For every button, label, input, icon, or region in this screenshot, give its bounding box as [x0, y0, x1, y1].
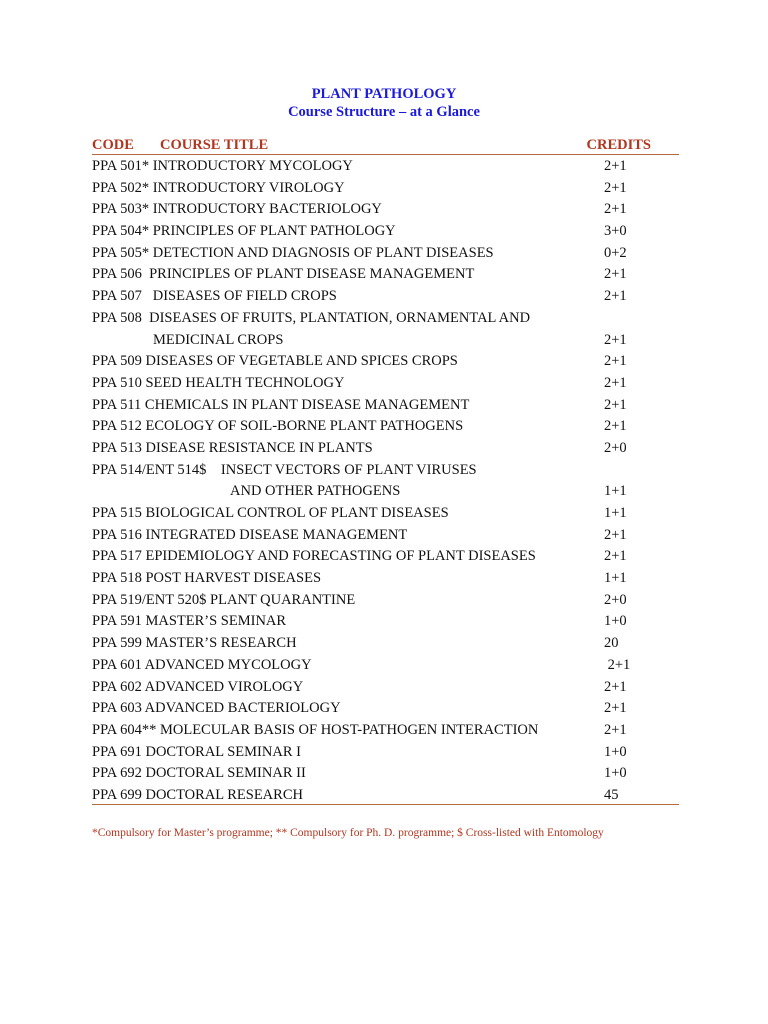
course-text: PPA 507 DISEASES OF FIELD CROPS	[92, 288, 337, 305]
course-table	[92, 156, 679, 807]
table-row	[92, 264, 679, 286]
course-credits: 2+0	[604, 591, 627, 608]
course-text: PPA 516 INTEGRATED DISEASE MANAGEMENT	[92, 526, 408, 543]
course-credits: 1+1	[604, 483, 627, 500]
course-text: PPA 513 DISEASE RESISTANCE IN PLANTS	[92, 439, 373, 456]
page-title: PLANT PATHOLOGY	[311, 86, 457, 102]
course-text: PPA 504* PRINCIPLES OF PLANT PATHOLOGY	[92, 223, 396, 240]
course-text: PPA 512 ECOLOGY OF SOIL-BORNE PLANT PATHOGENS	[92, 418, 464, 435]
course-credits: 2+1	[604, 158, 627, 174]
header-course-title: COURSE TITLE	[160, 137, 269, 153]
course-text: PPA 511 CHEMICALS IN PLANT DISEASE MANAGEMENT	[92, 396, 470, 413]
course-credits: 2+1	[604, 418, 627, 435]
course-credits: 20	[604, 635, 619, 652]
table-row	[92, 677, 679, 699]
header-code: CODE	[92, 137, 134, 153]
course-text: PPA 699 DOCTORAL RESEARCH	[92, 786, 303, 803]
table-bottom-rule	[92, 804, 679, 805]
table-row	[92, 503, 679, 525]
course-text: PPA 502* INTRODUCTORY VIROLOGY	[92, 179, 345, 196]
course-credits: 1+0	[604, 765, 627, 782]
table-row	[92, 178, 679, 200]
course-credits: 2+1	[604, 700, 627, 717]
course-text: PPA 599 MASTER’S RESEARCH	[92, 635, 297, 652]
course-text: PPA 691 DOCTORAL SEMINAR I	[92, 743, 301, 760]
course-credits: 45	[604, 786, 619, 803]
course-text: PPA 519/ENT 520$ PLANT QUARANTINE	[92, 591, 356, 608]
course-text: PPA 505* DETECTION AND DIAGNOSIS OF PLANT DISEASES	[92, 244, 494, 261]
course-credits: 2+1	[604, 331, 627, 348]
table-row	[92, 416, 679, 438]
table-row	[92, 525, 679, 547]
table-header	[92, 136, 679, 155]
course-text: PPA 515 BIOLOGICAL CONTROL OF PLANT DISEASES	[92, 505, 449, 521]
course-text: PPA 692 DOCTORAL SEMINAR II	[92, 765, 306, 782]
course-text: PPA 602 ADVANCED VIROLOGY	[92, 678, 304, 695]
table-row	[92, 243, 679, 265]
table-row	[92, 720, 679, 742]
course-credits: 2+1	[604, 179, 627, 196]
course-text: PPA 601 ADVANCED MYCOLOGY	[92, 656, 312, 673]
course-credits: 2+1	[604, 721, 627, 738]
table-row	[92, 763, 679, 785]
table-row	[92, 351, 679, 373]
course-credits: 2+1	[604, 201, 627, 218]
course-credits: 1+0	[604, 613, 627, 630]
course-credits: 2+1	[604, 678, 627, 695]
table-row	[92, 308, 679, 330]
table-row	[92, 221, 679, 243]
table-row	[92, 330, 679, 352]
course-text: PPA 509 DISEASES OF VEGETABLE AND SPICES CROPS	[92, 353, 458, 370]
table-row	[92, 655, 679, 677]
course-credits: 1+1	[604, 505, 627, 521]
table-row	[92, 611, 679, 633]
course-credits: 2+1	[604, 656, 631, 673]
course-credits: 2+1	[604, 266, 627, 283]
table-row	[92, 481, 679, 503]
table-row	[92, 546, 679, 568]
table-row	[92, 633, 679, 655]
table-row	[92, 373, 679, 395]
course-credits: 2+1	[604, 288, 627, 305]
course-text: PPA 591 MASTER’S SEMINAR	[92, 613, 287, 630]
course-text: PPA 604** MOLECULAR BASIS OF HOST-PATHOGEN INTERACTION	[92, 721, 539, 738]
course-credits: 1+1	[604, 570, 627, 587]
course-credits: 2+1	[604, 374, 627, 391]
table-row	[92, 568, 679, 590]
page-subtitle: Course Structure – at a Glance	[288, 104, 480, 120]
table-row	[92, 438, 679, 460]
course-text: PPA 510 SEED HEALTH TECHNOLOGY	[92, 374, 345, 391]
table-row	[92, 698, 679, 720]
course-credits: 2+0	[604, 439, 627, 456]
course-text: PPA 501* INTRODUCTORY MYCOLOGY	[92, 158, 353, 174]
table-row	[92, 460, 679, 482]
course-text: MEDICINAL CROPS	[153, 331, 284, 348]
course-text: AND OTHER PATHOGENS	[230, 483, 401, 500]
table-row	[92, 156, 679, 178]
course-credits: 2+1	[604, 548, 627, 565]
table-row	[92, 742, 679, 764]
course-text: PPA 503* INTRODUCTORY BACTERIOLOGY	[92, 201, 382, 218]
course-credits: 1+0	[604, 743, 627, 760]
course-credits: 3+0	[604, 223, 627, 240]
header-credits: CREDITS	[586, 137, 651, 153]
table-row	[92, 395, 679, 417]
course-credits: 2+1	[604, 353, 627, 370]
table-row	[92, 590, 679, 612]
course-text: PPA 506 PRINCIPLES OF PLANT DISEASE MANAGEMENT	[92, 266, 475, 283]
course-credits: 2+1	[604, 526, 627, 543]
course-text: PPA 517 EPIDEMIOLOGY AND FORECASTING OF PLANT DISEASES	[92, 548, 536, 565]
course-text: PPA 518 POST HARVEST DISEASES	[92, 570, 322, 587]
footnote: *Compulsory for Master’s programme; ** Compulsory for Ph. D. programme; $ Cross-listed with Entomology	[92, 827, 604, 839]
table-row	[92, 199, 679, 221]
course-text: PPA 603 ADVANCED BACTERIOLOGY	[92, 700, 341, 717]
course-text: PPA 514/ENT 514$ INSECT VECTORS OF PLANT VIRUSES	[92, 461, 477, 478]
course-text: PPA 508 DISEASES OF FRUITS, PLANTATION, ORNAMENTAL AND	[92, 309, 531, 326]
course-credits: 0+2	[604, 244, 627, 261]
course-credits: 2+1	[604, 396, 627, 413]
table-row	[92, 286, 679, 308]
